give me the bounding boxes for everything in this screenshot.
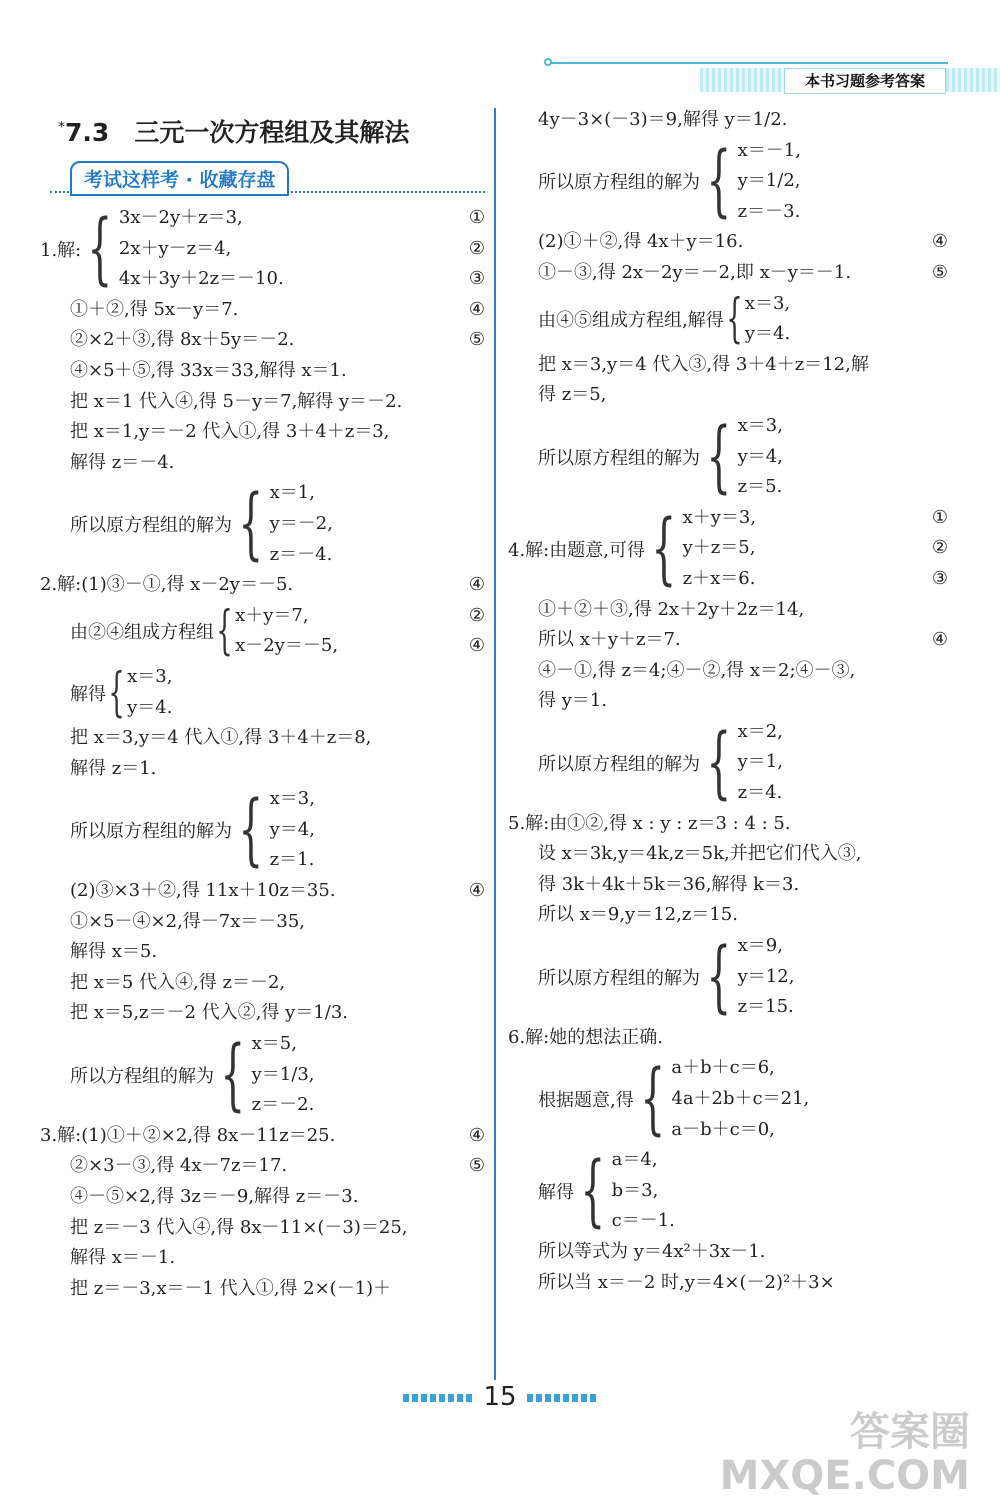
problem-3-step: 解得 x＝－1. (70, 1247, 176, 1269)
problem-3-step: ②×3－③,得 4x－7z＝17. ⑤ (70, 1155, 485, 1177)
problem-2-step: 解得 z＝1. (70, 757, 157, 779)
problem-2b-step: 把 x＝5 代入④,得 z＝－2, (70, 971, 286, 993)
problem-1-step: 解得 z＝－4. (70, 451, 175, 473)
banner-label: 考试这样考 · 收藏存盘 (70, 161, 289, 196)
header-dot (544, 58, 552, 66)
section-title: *7.3 三元一次方程组及其解法 (58, 118, 410, 147)
problem-3b-step: (2)①＋②,得 4x＋y＝16. ④ (538, 231, 948, 253)
problem-3-step: 4y－3×(－3)＝9,解得 y＝1/2. (538, 109, 788, 130)
problem-1-step: ④×5＋⑤,得 33x＝33,解得 x＝1. (70, 359, 347, 381)
problem-5-step: 所以 x＝9,y＝12,z＝15. (538, 904, 738, 926)
problem-2-step: 2.解:(1)③－①,得 x－2y＝－5. ④ (40, 574, 485, 596)
problem-2b-solution: 所以方程组的解为 { x＝5, y＝1/3, z＝－2. (70, 1029, 315, 1120)
column-divider (494, 108, 496, 1380)
problem-5-step: 5.解:由①②,得 x : y : z＝3 : 4 : 5. (508, 812, 791, 834)
left-column (40, 105, 485, 1304)
problem-6-solve: 解得 { a＝4, b＝3, c＝－1. (538, 1146, 675, 1237)
problem-4-step: ①＋②＋③,得 2x＋2y＋2z＝14, (538, 598, 805, 620)
problem-1-step: 把 x＝1,y＝－2 代入①,得 3＋4＋z＝3, (70, 421, 390, 443)
problem-2b-step: 解得 x＝5. (70, 941, 158, 963)
problem-6-step: 6.解:她的想法正确. (508, 1026, 663, 1048)
problem-3b-solution: 所以原方程组的解为 { x＝3, y＝4, z＝5. (538, 411, 783, 502)
page-footer (0, 1382, 1000, 1412)
watermark: 答案圈 MXQE.COM (719, 1409, 970, 1499)
problem-3b-step: 把 x＝3,y＝4 代入③,得 3＋4＋z＝12,解 (538, 353, 869, 375)
problem-3-step: 把 z＝－3,x＝－1 代入①,得 2×(－1)＋ (70, 1277, 392, 1299)
problem-1-system: 1.解: { 3x－2y＋z＝3, 2x＋y－z＝4, 4x＋3y＋2z＝－10. ① ② ③ (40, 203, 485, 294)
problem-1-step: ①＋②,得 5x－y＝7. ④ (70, 298, 485, 320)
header-tag: 本书习题参考答案 (784, 68, 946, 94)
problem-2b-step: ①×5－④×2,得－7x＝－35, (70, 910, 306, 932)
problem-5-step: 设 x＝3k,y＝4k,z＝5k,并把它们代入③, (538, 843, 862, 865)
problem-2b-step: 把 x＝5,z＝－2 代入②,得 y＝1/3. (70, 1002, 349, 1024)
problem-2-step: 把 x＝3,y＝4 代入①,得 3＋4＋z＝8, (70, 727, 372, 749)
problem-2-system: 由②④组成方程组 { x＋y＝7, x－2y＝－5, ② ④ (70, 601, 485, 662)
header-rule (548, 62, 948, 64)
problem-4-step: ④－①,得 z＝4;④－②,得 x＝2;④－③, (538, 659, 856, 681)
problem-3-step: 3.解:(1)①＋②×2,得 8x－11z＝25. ④ (40, 1124, 485, 1146)
problem-3-solution: 所以原方程组的解为 { x＝－1, y＝1/2, z＝－3. (538, 136, 801, 227)
banner (50, 161, 485, 195)
right-column (508, 105, 948, 1298)
problem-2-solution: 所以原方程组的解为 { x＝3, y＝4, z＝1. (70, 785, 315, 876)
problem-1-step: ②×2＋③,得 8x＋5y＝－2. ⑤ (70, 329, 485, 351)
problem-4-step: 得 y＝1. (538, 690, 608, 712)
problem-5-solution: 所以原方程组的解为 { x＝9, y＝12, z＝15. (538, 931, 795, 1022)
problem-3-step: ④－⑤×2,得 3z＝－9,解得 z＝－3. (70, 1186, 359, 1207)
problem-1-solution: 所以原方程组的解为 { x＝1, y＝－2, z＝－4. (70, 479, 333, 570)
problem-6-step: 所以等式为 y＝4x²＋3x－1. (538, 1240, 766, 1262)
problem-3-step: 把 z＝－3 代入④,得 8x－11×(－3)＝25, (70, 1216, 408, 1238)
problem-4-solution: 所以原方程组的解为 { x＝2, y＝1, z＝4. (538, 717, 783, 808)
problem-3b-system: 由④⑤组成方程组,解得 { x＝3, y＝4. (538, 289, 791, 350)
page-number: 15 (483, 1382, 517, 1412)
problem-1-step: 把 x＝1 代入④,得 5－y＝7,解得 y＝－2. (70, 390, 403, 412)
problem-5-step: 得 3k＋4k＋5k＝36,解得 k＝3. (538, 873, 800, 895)
problem-4-system: 4.解:由题意,可得 { x＋y＝3, y＋z＝5, z＋x＝6. ① ② ③ (508, 503, 948, 594)
problem-3b-step: 得 z＝5, (538, 384, 607, 406)
problem-6-system: 根据题意,得 { a＋b＋c＝6, 4a＋2b＋c＝21, a－b＋c＝0, (538, 1054, 810, 1145)
problem-3b-step: ①－③,得 2x－2y＝－2,即 x－y＝－1. ⑤ (538, 261, 948, 283)
problem-6-step: 所以当 x＝－2 时,y＝4×(－2)²＋3× (538, 1271, 835, 1293)
problem-2b-step: (2)③×3＋②,得 11x＋10z＝35. ④ (70, 880, 485, 902)
problem-2-solve: 解得 { x＝3, y＝4. (70, 662, 173, 723)
problem-4-step: 所以 x＋y＋z＝7. ④ (538, 629, 948, 651)
